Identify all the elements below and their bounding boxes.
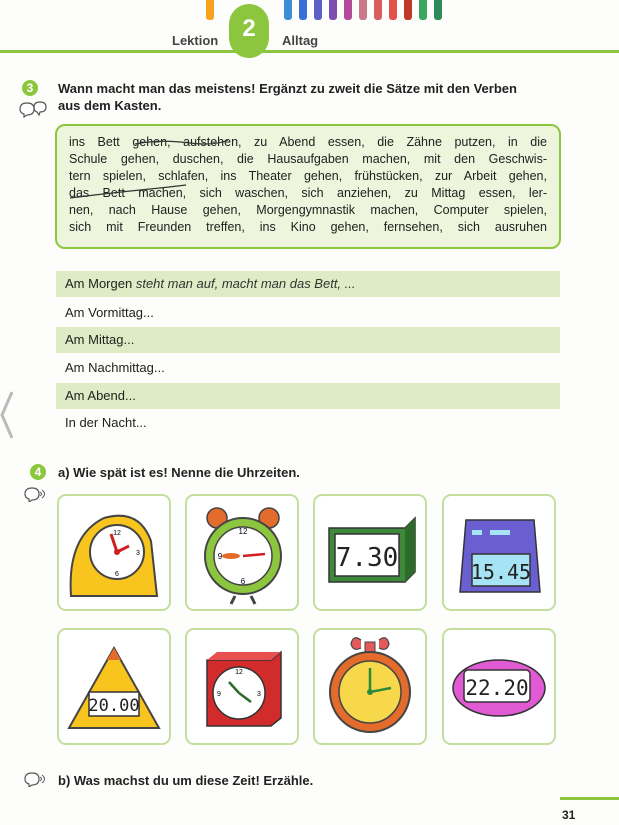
clock-mark: 3: [136, 550, 140, 557]
header-tab: [434, 0, 442, 20]
lesson-title: Alltag: [282, 33, 319, 48]
task3-instruction-line: aus dem Kasten.: [58, 98, 162, 113]
red-cube-clock-icon: [187, 630, 297, 743]
clock-card: [185, 494, 299, 611]
verb-box-line: ins Bett gehen, aufstehen, zu Abend essen, die Zähne putzen, in die: [69, 135, 547, 149]
row-handwritten-answer: steht man auf, macht man das Bett, ...: [135, 276, 356, 291]
speaking-icon: [22, 486, 46, 502]
row-prefix: Am Vormittag...: [65, 305, 154, 320]
time-row-noon[interactable]: [56, 327, 560, 353]
clock-mark: 12: [113, 530, 121, 537]
speaking-icon: [22, 771, 46, 787]
yellow-alarm-clock-icon: [59, 496, 169, 609]
task4-part-b: b) Was machst du um diese Zeit! Erzähle.: [58, 773, 314, 788]
clock-card: [57, 494, 171, 611]
verb-box-line: nen, nach Hause gehen, Morgengymnastik machen, Computer spielen,: [69, 203, 547, 217]
clock-mark: 12: [235, 669, 243, 676]
task4-part-a: a) Wie spät ist es! Nenne die Uhrzeiten.: [58, 465, 300, 480]
clock-mark: 6: [115, 571, 119, 578]
digital-time: 22.20: [465, 676, 529, 700]
pair-talk-icon: [17, 100, 51, 118]
time-row-afternoon[interactable]: [56, 355, 560, 381]
verb-box-line: sich mit Freunden treffen, ins Kino gehen, fernsehen, sich ausruhen: [69, 220, 547, 234]
clock-mark: 6: [240, 577, 246, 586]
header-tab: [314, 0, 322, 20]
clock-mark: 9: [217, 691, 221, 698]
clock-mark: 12: [238, 527, 248, 536]
task3-number: 3: [22, 80, 38, 96]
header-tab: [419, 0, 427, 20]
clock-card: [185, 628, 299, 745]
header-tab: [359, 0, 367, 20]
header-divider: [0, 50, 619, 53]
time-row-forenoon[interactable]: [56, 300, 560, 326]
chevron-left-icon[interactable]: [0, 390, 14, 440]
header-tab: [284, 0, 292, 20]
verb-box-line: Schule gehen, duschen, die Hausaufgaben machen, mit den Geschwis-: [69, 152, 547, 166]
orange-alarm-clock-icon: [315, 630, 425, 743]
header-tab: [404, 0, 412, 20]
footer-divider: [560, 797, 619, 800]
digital-clock-icon: [315, 496, 425, 609]
clock-mark: 9: [217, 552, 223, 561]
header-tab: [329, 0, 337, 20]
lesson-label: Lektion: [172, 33, 219, 48]
header-tab: [344, 0, 352, 20]
pyramid-digital-clock-icon: [59, 630, 169, 743]
header-tab: [299, 0, 307, 20]
clock-card: [442, 494, 556, 611]
digital-time: 7.30: [335, 543, 399, 573]
clock-card: [313, 494, 427, 611]
verb-box: [55, 124, 561, 249]
header-tab: [389, 0, 397, 20]
task4-number: 4: [30, 464, 46, 480]
clock-card: [442, 628, 556, 745]
row-prefix: In der Nacht...: [65, 415, 147, 430]
row-prefix: Am Morgen: [65, 276, 133, 291]
time-row-evening[interactable]: [56, 383, 560, 409]
row-prefix: Am Nachmittag...: [65, 360, 165, 375]
purple-digital-clock-icon: [444, 496, 554, 609]
pink-digital-clock-icon: [444, 630, 554, 743]
clock-card: [313, 628, 427, 745]
digital-time: 20.00: [88, 696, 140, 716]
lesson-number-badge: 2: [229, 4, 269, 58]
row-prefix: Am Mittag...: [65, 332, 135, 347]
header-tab: [206, 0, 214, 20]
digital-time: 15.45: [470, 560, 532, 584]
task3-instruction-line: Wann macht man das meistens! Ergänzt zu zweit die Sätze mit den Verben: [58, 81, 517, 96]
green-alarm-clock-icon: [187, 496, 297, 609]
clock-card: [57, 628, 171, 745]
time-row-night[interactable]: [56, 410, 560, 436]
page-number: 31: [562, 808, 576, 822]
header-tab: [374, 0, 382, 20]
row-prefix: Am Abend...: [65, 388, 136, 403]
clock-mark: 3: [257, 691, 261, 698]
verb-box-line: das Bett machen, sich waschen, sich anziehen, zu Mittag essen, ler-: [69, 186, 547, 200]
verb-box-line: tern spielen, schlafen, ins Theater gehen, frühstücken, zur Arbeit gehen,: [69, 169, 547, 183]
time-row-morning[interactable]: [56, 271, 560, 297]
task3-instruction: [58, 80, 578, 114]
